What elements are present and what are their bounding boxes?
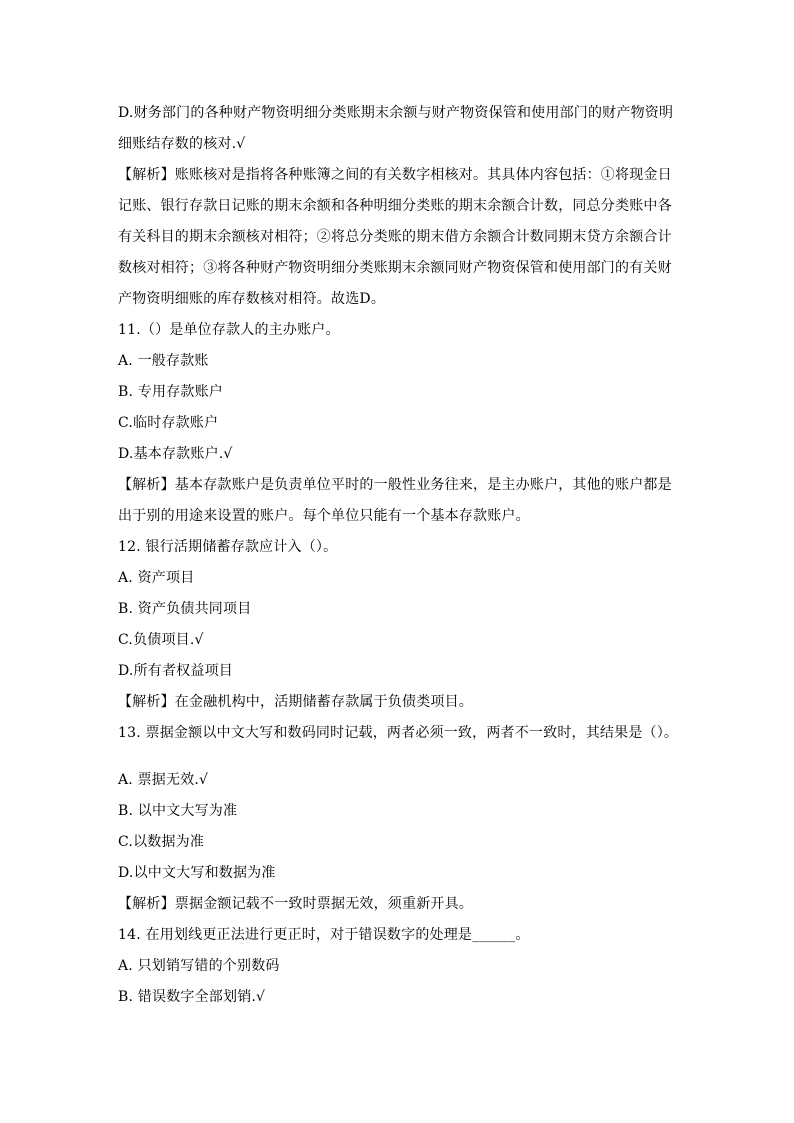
question-14: 14. 在用划线更正法进行更正时，对于错误数字的处理是______。 [118,927,530,943]
option-d-text: D.财务部门的各种财产物资明细分类账期末余额与财产物资保管和使用部门的财产物资明 [118,105,674,121]
question-12: 12. 银行活期储蓄存款应计入（）。 [118,539,338,555]
question-11-option-a: A. 一般存款账 [118,353,209,369]
analysis-11-line-1: 【解析】基本存款账户是负责单位平时的一般性业务往来，是主办账户，其他的账户都是 [118,477,672,493]
question-11-option-c: C.临时存款账户 [118,415,219,431]
question-11-option-d: D.基本存款账户.√ [118,446,233,462]
analysis-10-line-3: 有关科目的期末余额核对相符；②将总分类账的期末借方余额合计数同期末贷方余额合计 [118,229,672,245]
question-13-option-b: B. 以中文大写为准 [118,803,238,819]
question-12-option-b: B. 资产负债共同项目 [118,601,252,617]
analysis-10-line-5: 产物资明细账的库存数核对相符。故选D。 [118,291,386,307]
analysis-11-line-2: 出于别的用途来设置的账户。每个单位只能有一个基本存款账户。 [118,508,530,524]
question-13-option-a: A. 票据无效.√ [118,772,209,788]
analysis-13: 【解析】票据金额记载不一致时票据无效，须重新开具。 [118,896,473,912]
question-14-option-b: B. 错误数字全部划销.√ [118,989,266,1005]
analysis-10-line-4: 数核对相符；③将各种财产物资明细分类账期末余额同财产物资保管和使用部门的有关财 [118,260,672,276]
analysis-12: 【解析】在金融机构中，活期储蓄存款属于负债类项目。 [118,694,473,710]
paragraph-gap [118,749,678,765]
question-12-option-c: C.负债项目.√ [118,632,204,648]
question-14-option-a: A. 只划销写错的个别数码 [118,958,280,974]
question-12-option-a: A. 资产项目 [118,570,195,586]
analysis-10-line-1: 【解析】账账核对是指将各种账簿之间的有关数字相核对。其具体内容包括：①将现金日 [118,167,672,183]
question-11: 11.（）是单位存款人的主办账户。 [118,322,340,338]
option-d-text-continued: 细账结存数的核对.√ [118,136,246,152]
question-13: 13. 票据金额以中文大写和数码同时记载，两者必须一致，两者不一致时，其结果是（）。 [118,725,679,741]
question-11-option-b: B. 专用存款账户 [118,384,223,400]
question-12-option-d: D.所有者权益项目 [118,663,233,679]
analysis-10-line-2: 记账、银行存款日记账的期末余额和各种明细分类账的期末余额合计数，同总分类账中各 [118,198,672,214]
question-13-option-d: D.以中文大写和数据为准 [118,865,276,881]
question-13-option-c: C.以数据为准 [118,834,205,850]
document-page [118,98,678,1013]
